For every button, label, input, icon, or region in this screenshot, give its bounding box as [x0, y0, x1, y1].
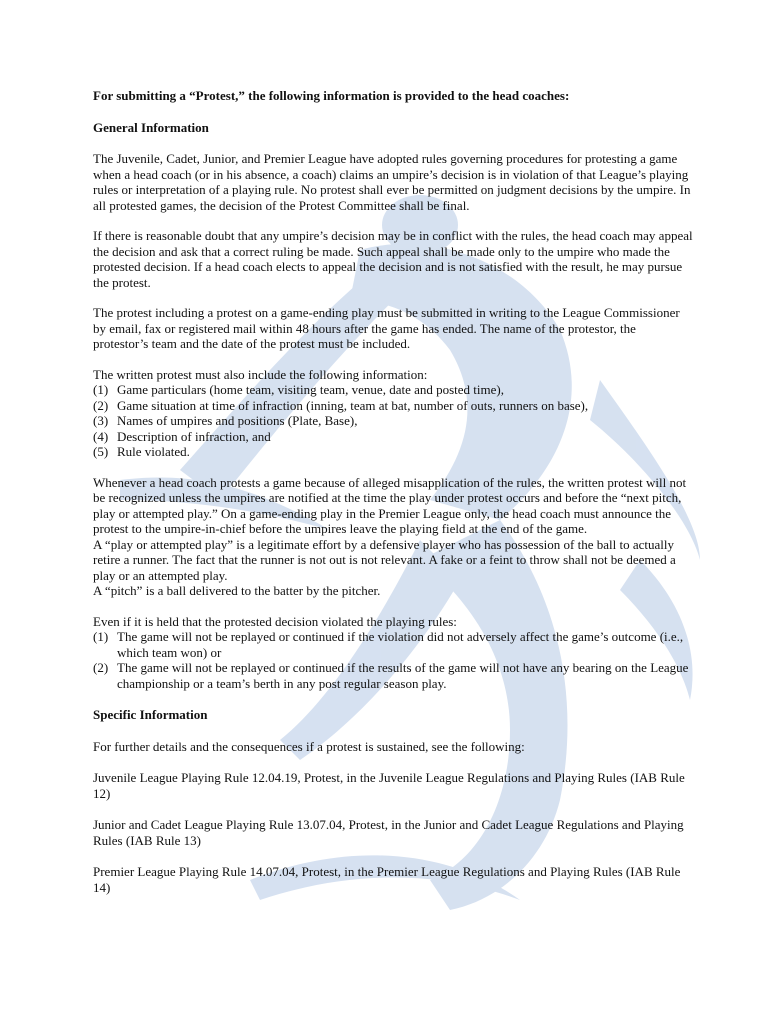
paragraph-replay-intro: Even if it is held that the protested decision violated the playing rules: — [93, 613, 457, 629]
list-item: (4) Description of infraction, and — [93, 428, 271, 444]
list-item: (1) Game particulars (home team, visiting team, venue, date and posted time), — [93, 382, 504, 397]
list-item: (2) Game situation at time of infraction (inning, team at bat, number of outs, runners on base), — [93, 397, 589, 413]
specific-information-heading: Specific Information — [93, 707, 208, 722]
list-item: (3) Names of umpires and positions (Plate, Base), — [93, 413, 358, 428]
paragraph-rules-overview: The Juvenile, Cadet, Junior, and Premier League have adopted rules governing procedures for protesting a game when a head coach (or in his absence, a coach) claims an umpire’s decision is in violation of that League’s playing rules or interpretation of a playing rule. No protest shall ever be permitted on judgment decisions by the umpire. In all protested games, the decision of the Protest Committee shall be final. — [93, 151, 691, 213]
required-info-list — [93, 382, 693, 460]
document-title: For submitting a “Protest,” the following information is provided to the head coaches: — [93, 88, 570, 103]
paragraph-premier-rule: Premier League Playing Rule 14.07.04, Protest, in the Premier League Regulations and Playing Rules (IAB Rule 14) — [93, 864, 681, 895]
general-information-heading: General Information — [93, 119, 209, 135]
paragraph-junior-cadet-rule: Junior and Cadet League Playing Rule 13.07.04, Protest, in the Junior and Cadet League Regulations and Playing Rules (IAB Rule 13) — [93, 817, 684, 848]
document-page — [93, 88, 693, 895]
paragraph-submission: The protest including a protest on a game-ending play must be submitted in writing to the League Commissioner by email, fax or registered mail within 48 hours after the game has ended. The name of the protestor, the protestor’s team and the date of the protest must be included. — [93, 305, 680, 351]
paragraph-juvenile-rule: Juvenile League Playing Rule 12.04.19, Protest, in the Juvenile League Regulations and Playing Rules (IAB Rule 12) — [93, 770, 685, 801]
list-item: (5) Rule violated. — [93, 444, 190, 459]
paragraph-further-details: For further details and the consequences if a protest is sustained, see the following: — [93, 738, 525, 754]
paragraph-notification: Whenever a head coach protests a game because of alleged misapplication of the rules, the written protest will not be recognized unless the umpires are notified at the time the play under protest occurs and before the “next pitch, play or attempted play.” On a game-ending play in the Premier League only, the head coach must announce the protest to the umpire-in-chief before the umpires leave the playing field at the end of the game. — [93, 474, 687, 536]
list-item: (2) The game will not be replayed or continued if the results of the game will not have any bearing on the League championship or a team’s berth in any post regular season play. — [93, 660, 689, 691]
replay-conditions-list — [93, 629, 693, 691]
paragraph-appeal: If there is reasonable doubt that any umpire’s decision may be in conflict with the rules, the head coach may appeal the decision and ask that a correct ruling be made. Such appeal shall be made only to the umpire who made the protested decision. If a head coach elects to appeal the decision and is not satisfied with the result, he may pursue the protest. — [93, 228, 693, 290]
paragraph-pitch-definition: A “pitch” is a ball delivered to the batter by the pitcher. — [93, 583, 381, 598]
paragraph-play-definition: A “play or attempted play” is a legitimate effort by a defensive player who has possession of the ball to actually retire a runner. The fact that the runner is not out is not relevant. A fake or a feint to throw shall not be deemed a play or an attempted play. — [93, 536, 676, 583]
paragraph-required-info-intro: The written protest must also include the following information: — [93, 366, 428, 382]
list-item: (1) The game will not be replayed or continued if the violation did not adversely affect the game’s outcome (i.e., which team won) or — [93, 629, 684, 660]
